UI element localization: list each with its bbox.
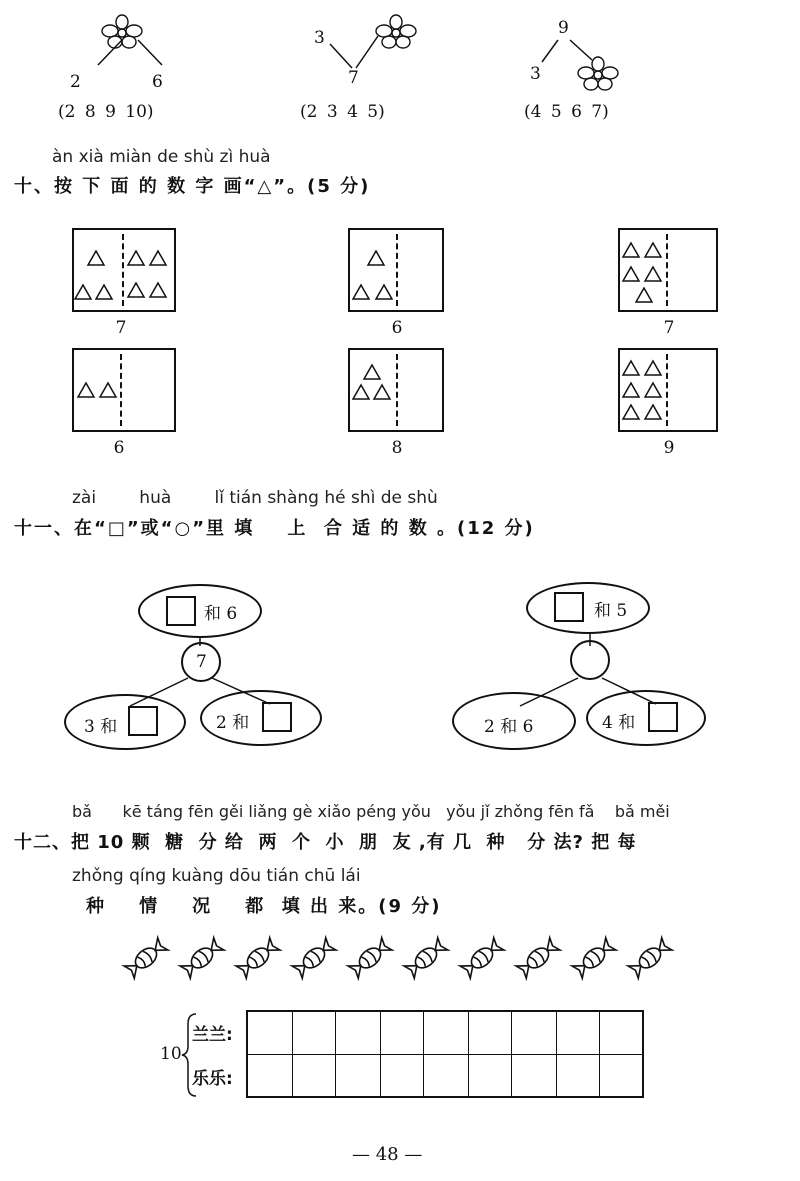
q11-right-br-blank[interactable] bbox=[648, 702, 678, 732]
grid-cell[interactable] bbox=[469, 1054, 512, 1097]
grid-cell[interactable] bbox=[557, 1011, 600, 1054]
q10-box-6 bbox=[618, 348, 718, 432]
grid-cell[interactable] bbox=[600, 1054, 644, 1097]
candy-icon bbox=[180, 938, 224, 979]
grid-cell[interactable] bbox=[512, 1011, 557, 1054]
q12-pinyin-1: bǎ kē táng fēn gěi liǎng gè xiǎo péng yǒu yǒu jǐ zhǒng fēn fǎ bǎ měi bbox=[72, 802, 670, 821]
q11-left-br-text: 2 和 bbox=[216, 713, 250, 733]
q11-title: 十一、在“□”或“○”里 填 上 合 适 的 数 。(12 分) bbox=[14, 518, 535, 539]
q10-label-2: 6 bbox=[391, 318, 403, 338]
q11-left-br-blank[interactable] bbox=[262, 702, 292, 732]
candy-icon bbox=[124, 938, 168, 979]
candy-icon bbox=[348, 938, 392, 979]
q10-box-3 bbox=[618, 228, 718, 312]
decomposition-right: 3 bbox=[530, 64, 541, 84]
q11-right-top-blank[interactable] bbox=[554, 592, 584, 622]
q12-title-2: 种 情 况 都 填 出 来。(9 分) bbox=[86, 896, 442, 917]
q11-right-bl-text: 2 和 6 bbox=[484, 717, 534, 737]
candy-icon bbox=[292, 938, 336, 979]
grid-cell[interactable] bbox=[247, 1011, 293, 1054]
q10-box-5 bbox=[348, 348, 444, 432]
flower-icon bbox=[576, 56, 620, 92]
candy-icon bbox=[236, 938, 280, 979]
grid-cell[interactable] bbox=[424, 1054, 469, 1097]
q12-answer-grid bbox=[246, 1010, 644, 1098]
q10-title: 十、按 下 面 的 数 字 画“△”。(5 分) bbox=[14, 176, 371, 197]
triangle-icons bbox=[74, 230, 174, 310]
triangle-icons bbox=[350, 350, 442, 430]
decomposition-options: (2 3 4 5) bbox=[300, 102, 385, 122]
flower-icon bbox=[374, 14, 418, 50]
q11-right-top-oval bbox=[526, 582, 650, 634]
grid-cell[interactable] bbox=[293, 1054, 336, 1097]
q11-right-center-circle[interactable] bbox=[570, 640, 610, 680]
triangle-icons bbox=[620, 350, 716, 430]
q12-row1-label: 兰兰: bbox=[192, 1025, 233, 1045]
q10-box-1 bbox=[72, 228, 176, 312]
q11-left-bl-text: 3 和 bbox=[84, 717, 118, 737]
triangle-icons bbox=[350, 230, 442, 310]
q12-pinyin-2: zhǒng qíng kuàng dōu tián chū lái bbox=[72, 866, 361, 886]
decomposition-left: 2 bbox=[70, 72, 81, 92]
q11-left-center-value: 7 bbox=[196, 652, 207, 672]
triangle-icons bbox=[74, 350, 174, 430]
grid-cell[interactable] bbox=[247, 1054, 293, 1097]
q10-label-6: 9 bbox=[663, 438, 675, 458]
q12-row2-label: 乐乐: bbox=[192, 1069, 233, 1089]
q10-label-3: 7 bbox=[663, 318, 675, 338]
q10-label-1: 7 bbox=[115, 318, 127, 338]
q11-right-top-text: 和 5 bbox=[594, 601, 628, 621]
grid-cell[interactable] bbox=[600, 1011, 644, 1054]
decomposition-right: 7 bbox=[348, 68, 359, 88]
q11-left-bl-oval bbox=[64, 694, 186, 750]
decomposition-left: 3 bbox=[314, 28, 325, 48]
q12-title-1: 十二、把 10 颗 糖 分 给 两 个 小 朋 友 ,有 几 种 分 法? 把 每 bbox=[14, 832, 637, 853]
grid-cell[interactable] bbox=[424, 1011, 469, 1054]
grid-cell[interactable] bbox=[469, 1011, 512, 1054]
q11-left-bl-blank[interactable] bbox=[128, 706, 158, 736]
decomposition-left: 9 bbox=[558, 18, 569, 38]
candy-icon bbox=[572, 938, 616, 979]
q10-pinyin: àn xià miàn de shù zì huà bbox=[52, 147, 271, 167]
flower-icon bbox=[100, 14, 144, 50]
grid-cell[interactable] bbox=[557, 1054, 600, 1097]
candy-row bbox=[120, 930, 680, 990]
decomposition-options: (2 8 9 10) bbox=[58, 102, 154, 122]
q10-box-2 bbox=[348, 228, 444, 312]
candy-icon bbox=[516, 938, 560, 979]
q11-left-top-text: 和 6 bbox=[204, 604, 238, 624]
q10-label-5: 8 bbox=[391, 438, 403, 458]
q11-pinyin: zài huà lǐ tián shàng hé shì de shù bbox=[72, 488, 438, 508]
page-number: — 48 — bbox=[352, 1144, 423, 1165]
candy-icon bbox=[628, 938, 672, 979]
grid-cell[interactable] bbox=[381, 1054, 424, 1097]
candy-icon bbox=[404, 938, 448, 979]
q11-left-top-oval bbox=[138, 584, 262, 638]
candy-icon bbox=[460, 938, 504, 979]
q11-left-top-blank[interactable] bbox=[166, 596, 196, 626]
q11-right-br-text: 4 和 bbox=[602, 713, 636, 733]
grid-cell[interactable] bbox=[336, 1054, 381, 1097]
grid-cell[interactable] bbox=[512, 1054, 557, 1097]
q12-total: 10 bbox=[160, 1044, 182, 1064]
grid-cell[interactable] bbox=[381, 1011, 424, 1054]
q10-box-4 bbox=[72, 348, 176, 432]
decomposition-right: 6 bbox=[152, 72, 163, 92]
triangle-icons bbox=[620, 230, 716, 310]
q10-label-4: 6 bbox=[113, 438, 125, 458]
grid-cell[interactable] bbox=[336, 1011, 381, 1054]
grid-cell[interactable] bbox=[293, 1011, 336, 1054]
decomposition-options: (4 5 6 7) bbox=[524, 102, 609, 122]
